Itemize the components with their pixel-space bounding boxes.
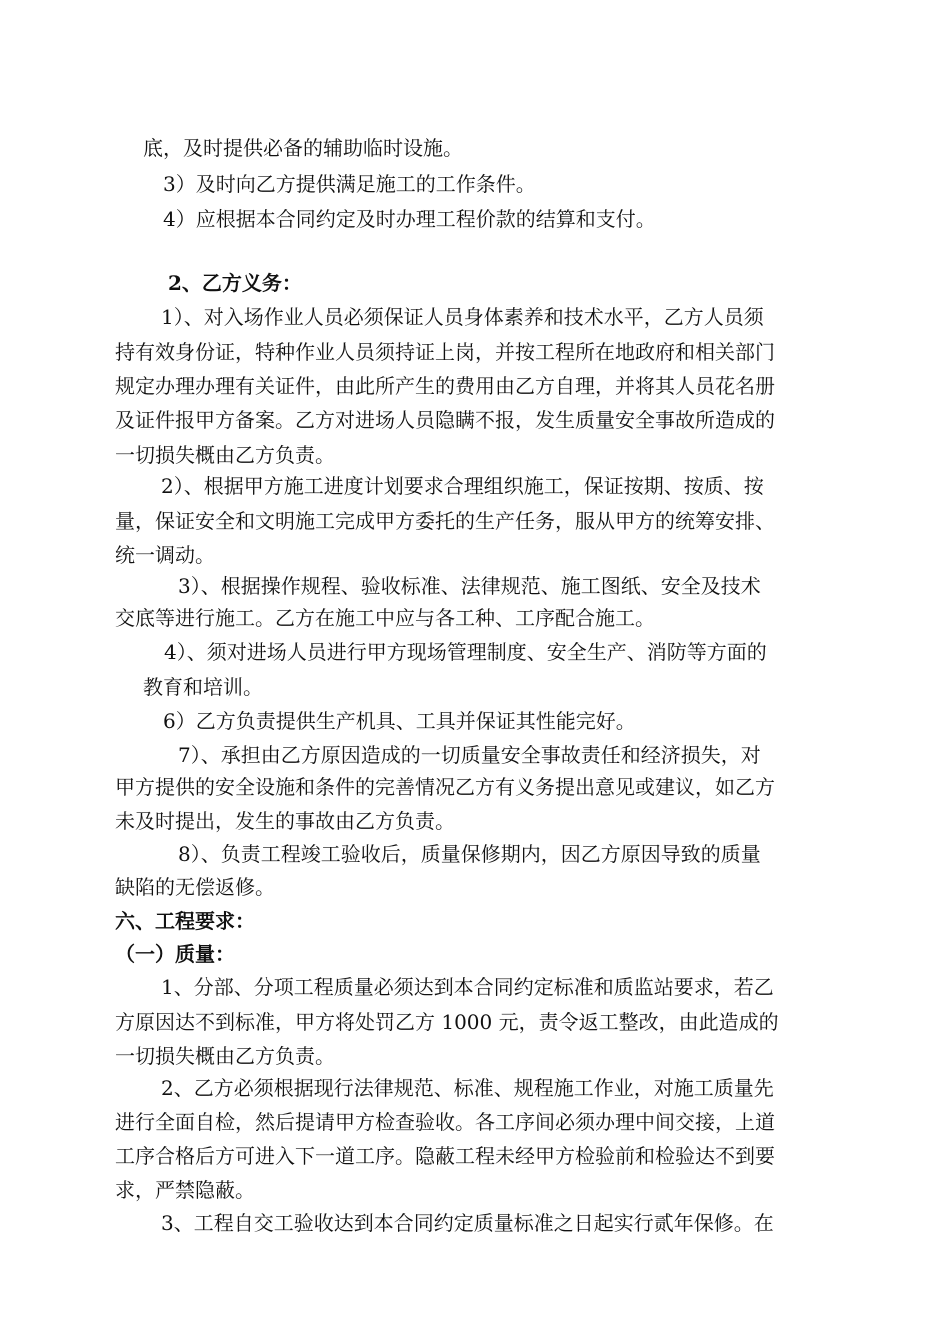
text-line: 量，保证安全和文明施工完成甲方委托的生产任务，服从甲方的统筹安排、 <box>115 509 775 533</box>
text-line: 规定办理办理有关证件，由此所产生的费用由乙方自理，并将其人员花名册 <box>115 374 775 398</box>
text-line: 7）、承担由乙方原因造成的一切质量安全事故责任和经济损失，对 <box>178 743 761 767</box>
text-line: 3、工程自交工验收达到本合同约定质量标准之日起实行贰年保修。在 <box>161 1211 774 1235</box>
text-line: 2、乙方必须根据现行法律规范、标准、规程施工作业，对施工质量先 <box>161 1076 774 1100</box>
text-line: 4）、须对进场人员进行甲方现场管理制度、安全生产、消防等方面的 <box>164 640 767 664</box>
text-line: 一切损失概由乙方负责。 <box>115 1044 335 1068</box>
text-line: 3）、根据操作规程、验收标准、法律规范、施工图纸、安全及技术 <box>178 574 761 598</box>
text-line: 工序合格后方可进入下一道工序。隐蔽工程未经甲方检验前和检验达不到要 <box>115 1144 775 1168</box>
text-line: 教育和培训。 <box>143 675 263 699</box>
text-line: 求，严禁隐蔽。 <box>115 1178 255 1202</box>
text-line: 一切损失概由乙方负责。 <box>115 443 335 467</box>
section-heading: 六、工程要求： <box>115 909 255 933</box>
text-line: 8）、负责工程竣工验收后，质量保修期内，因乙方原因导致的质量 <box>178 842 761 866</box>
text-line: 方原因达不到标准，甲方将处罚乙方 1000 元，责令返工整改，由此造成的 <box>115 1010 779 1034</box>
text-line: 交底等进行施工。乙方在施工中应与各工种、工序配合施工。 <box>115 606 655 630</box>
text-line: 统一调动。 <box>115 543 215 567</box>
text-line: 持有效身份证，特种作业人员须持证上岗，并按工程所在地政府和相关部门 <box>115 340 775 364</box>
subsection-heading: （一）质量： <box>115 942 235 966</box>
text-line: 未及时提出，发生的事故由乙方负责。 <box>115 809 455 833</box>
text-line: 3）及时向乙方提供满足施工的工作条件。 <box>163 172 536 196</box>
text-line: 进行全面自检，然后提请甲方检查验收。各工序间必须办理中间交接，上道 <box>115 1110 775 1134</box>
text-line: 甲方提供的安全设施和条件的完善情况乙方有义务提出意见或建议，如乙方 <box>115 775 775 799</box>
text-line: 1）、对入场作业人员必须保证人员身体素养和技术水平，乙方人员须 <box>161 305 764 329</box>
text-line: 4）应根据本合同约定及时办理工程价款的结算和支付。 <box>163 207 656 231</box>
text-line: 2）、根据甲方施工进度计划要求合理组织施工，保证按期、按质、按 <box>161 474 764 498</box>
text-line: 缺陷的无偿返修。 <box>115 875 275 899</box>
section-heading: 2、乙方义务： <box>168 271 302 295</box>
text-line: 1、分部、分项工程质量必须达到本合同约定标准和质监站要求，若乙 <box>161 975 774 999</box>
text-line: 及证件报甲方备案。乙方对进场人员隐瞒不报，发生质量安全事故所造成的 <box>115 408 775 432</box>
text-line: 6）乙方负责提供生产机具、工具并保证其性能完好。 <box>163 709 636 733</box>
text-line: 底，及时提供必备的辅助临时设施。 <box>143 136 463 160</box>
